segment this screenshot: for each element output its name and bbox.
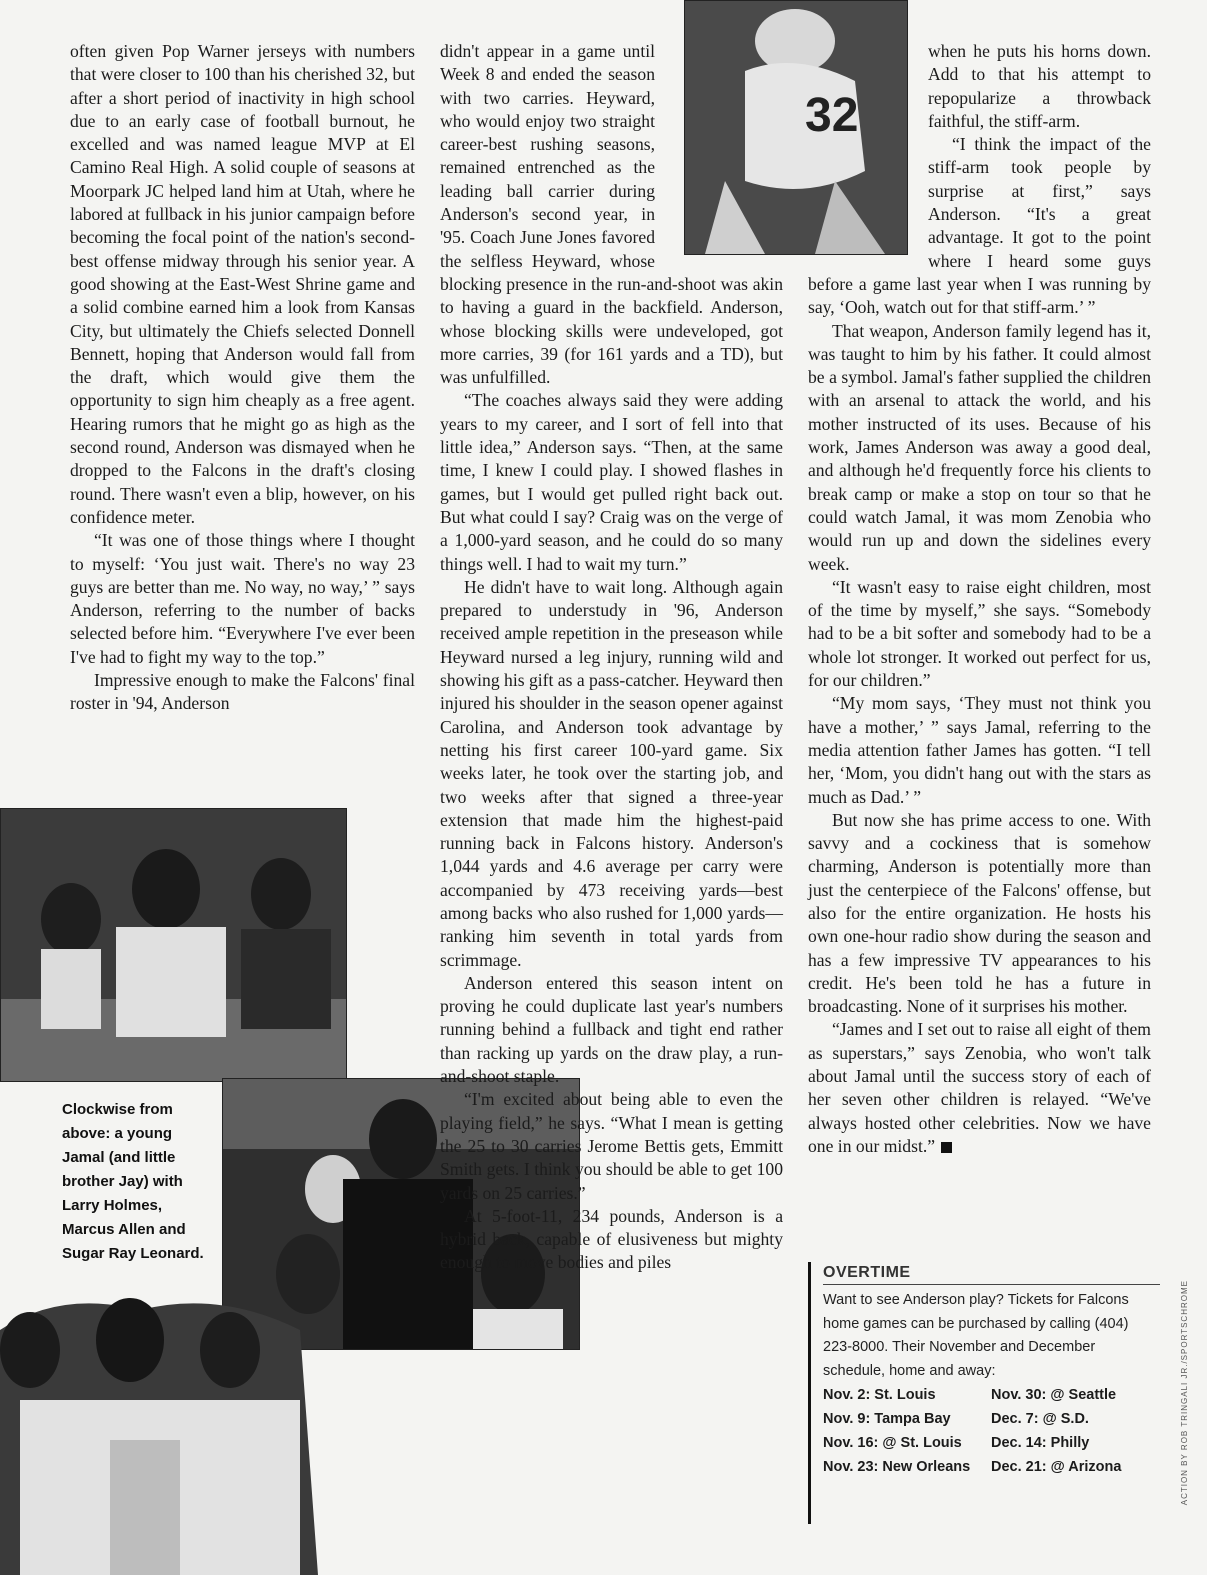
paragraph: “It wasn't easy to raise eight children, most of the time by myself,” she says. “Somebody had to be a bit softer and somebody had to be a whole lot stronger. It worked out perfect for us, for our children.” xyxy=(808,576,1151,691)
schedule-item: Dec. 7: @ S.D. xyxy=(991,1411,1089,1427)
paragraph: He didn't have to wait long. Although again prepared to understudy in '96, Anderson received ample repetition in the preseason while Heyward nursed a leg injury, running wild and showing his gift as a pass-catcher. Heyward then injured his shoulder in the season opener against Carolina, and Anderson took advantage by netting his first career 100-yard game. Six weeks later, he took over the starting job, and two weeks after that signed a three-year extension that made him the highest-paid running back in Falcons history. Anderson's 1,044 yards and 4.6 average per carry were accompanied by 473 receiving yards—best among backs who also rushed for 1,000 yards—ranking him seventh in total yards from scrimmage. xyxy=(440,576,783,970)
schedule-item: Nov. 30: @ Seattle xyxy=(991,1387,1117,1403)
schedule-grid xyxy=(823,1383,1160,1479)
paragraph: That weapon, Anderson family legend has it, was taught to him by his father. It could almost be a symbol. Jamal's father supplied the children with an arsenal to attack the world, and his mother instructed of its uses. Because of his work, James Anderson was away a good deal, and although he'd frequently force his clients to break camp or make a stop on tour so that he could watch Jamal, it was mom Zenobia who would run up and down the sidelines every week. xyxy=(808,320,1151,574)
paragraph-final xyxy=(808,1018,1151,1158)
photo-credit: ACTION BY ROB TRINGALI JR./SPORTSCHROME xyxy=(1180,1280,1189,1506)
family-photo-image xyxy=(1,809,346,1081)
paragraph: Anderson entered this season intent on proving he could duplicate last year's numbers running behind a fullback and tight end rather than racking up yards on the draw play, a run-and-shoot staple. xyxy=(440,972,783,1087)
schedule-item: Nov. 23: New Orleans xyxy=(823,1459,971,1475)
paragraph: But now she has prime access to one. With savvy and a cockiness that is somehow charming, Anderson is potentially more than just the centerpiece of the Falcons' offense, but also for the entire organization. He hosts his own one-hour radio show during the season and has a few impressive TV appearances to his credit. He's been told he has a future in broadcasting. None of it surprises his mother. xyxy=(808,809,1151,1017)
paragraph: Impressive enough to make the Falcons' final roster in '94, Anderson xyxy=(70,670,415,714)
article-column-1 xyxy=(70,40,415,716)
paragraph: when he puts his horns down. Add to that his attempt to repopularize a throwback faithful, the stiff-arm. xyxy=(928,41,1151,131)
schedule-item: Nov. 9: Tampa Bay xyxy=(823,1411,951,1427)
article-column-2 xyxy=(440,40,783,1275)
photo-caption: Clockwise from above: a young Jamal (and little brother Jay) with Larry Holmes, Marcus Allen and Sugar Ray Leonard. xyxy=(62,1101,204,1262)
paragraph: “The coaches always said they were adding years to my career, and I sort of fell into that little idea,” Anderson says. “Then, at the same time, I knew I could play. I showed flashes in games, but I would get pulled right back out. But what could I say? Craig was on the verge of a 1,000-yard season, and he could do so many things well. I had to wait my turn.” xyxy=(440,390,783,574)
photo-leonard xyxy=(0,1290,318,1575)
article-column-3 xyxy=(808,40,1151,1158)
paragraph: often given Pop Warner jerseys with numbers that were closer to 100 than his cherished 32, but after a short period of inactivity in high school due to an early case of football burnout, he excelled and was named league MVP at El Camino Real High. A solid couple of seasons at Moorpark JC helped land him at Utah, where he labored at fullback in his junior campaign before becoming the focal point of the nation's second-best offense midway through his senior year. A good showing at the East-West Shrine game and a solid combine earned him a look from Kansas City, but ultimately the Chiefs selected Donnell Bennett, hoping that Anderson would fall from the draft, which would give them the opportunity to sign him cheaply as a free agent. Hearing rumors that he might go as high as the second round, Anderson was dismayed when he dropped to the Falcons in the draft's closing round. There wasn't even a blip, however, on his confidence meter. xyxy=(70,41,415,527)
paragraph: “It was one of those things where I thought to myself: ‘You just wait. There's no way 23 guys are better than me. No way, no way,’ ” says Anderson, referring to the number of backs selected before him. “Everywhere I've ever been I've had to fight my way to the top.” xyxy=(70,530,415,667)
paragraph: “I'm excited about being able to even the playing field,” he says. “What I mean is getting the 25 to 30 carries Jerome Bettis gets, Emmitt Smith gets. I think you should be able to get 100 yards on 25 carries.” xyxy=(440,1089,783,1203)
photo-holmes xyxy=(0,808,347,1082)
svg-text:32: 32 xyxy=(805,89,859,142)
sidebar-body: Want to see Anderson play? Tickets for Falcons home games can be purchased by calling (404) 223-8000. Their November and December schedule, home and away: xyxy=(823,1292,1129,1379)
schedule-item: Nov. 2: St. Louis xyxy=(823,1387,936,1403)
paragraph: “My mom says, ‘They must not think you have a mother,’ ” says Jamal, referring to the media attention father James has gotten. “I tell her, ‘Mom, you didn't hang out with the stars as much as Dad.’ ” xyxy=(808,693,1151,807)
end-mark-icon xyxy=(941,1142,952,1153)
family-photo-image xyxy=(0,1290,318,1575)
paragraph: At 5-foot-11, 234 pounds, Anderson is a hybrid back, capable of elusiveness but mighty enough to move bodies and piles xyxy=(440,1205,783,1273)
overtime-sidebar xyxy=(808,1262,1160,1524)
schedule-item: Nov. 16: @ St. Louis xyxy=(823,1435,962,1451)
schedule-item: Dec. 21: @ Arizona xyxy=(991,1459,1122,1475)
paragraph: “I think the impact of the stiff-arm took people by surprise at first,” says Anderson. “It's a great advantage. It got to the point where I heard some guys before a game last year when I was running by say, ‘Ooh, watch out for that stiff-arm.’ ” xyxy=(808,134,1151,318)
schedule-item: Dec. 14: Philly xyxy=(991,1435,1090,1451)
paragraph-text: “James and I set out to raise all eight of them as superstars,” says Zenobia, who won't talk about Jamal until the success story of each of her seven other children is relayed. “We've always hosted other celebrities. Now we have one in our midst.” xyxy=(808,1019,1151,1156)
paragraph: didn't appear in a game until Week 8 and ended the season with two carries. Heyward, who would enjoy two straight career-best rushing seasons, remained entrenched as the leading ball carrier during Anderson's second year, in '95. Coach June Jones favored the selfless Heyward, whose blocking presence in the run-and-shoot was akin to having a guard in the backfield. Anderson, whose blocking skills were undeveloped, got more carries, 39 (for 161 yards and a TD), but was unfulfilled. xyxy=(440,41,783,388)
sidebar-heading: OVERTIME xyxy=(823,1262,1160,1285)
